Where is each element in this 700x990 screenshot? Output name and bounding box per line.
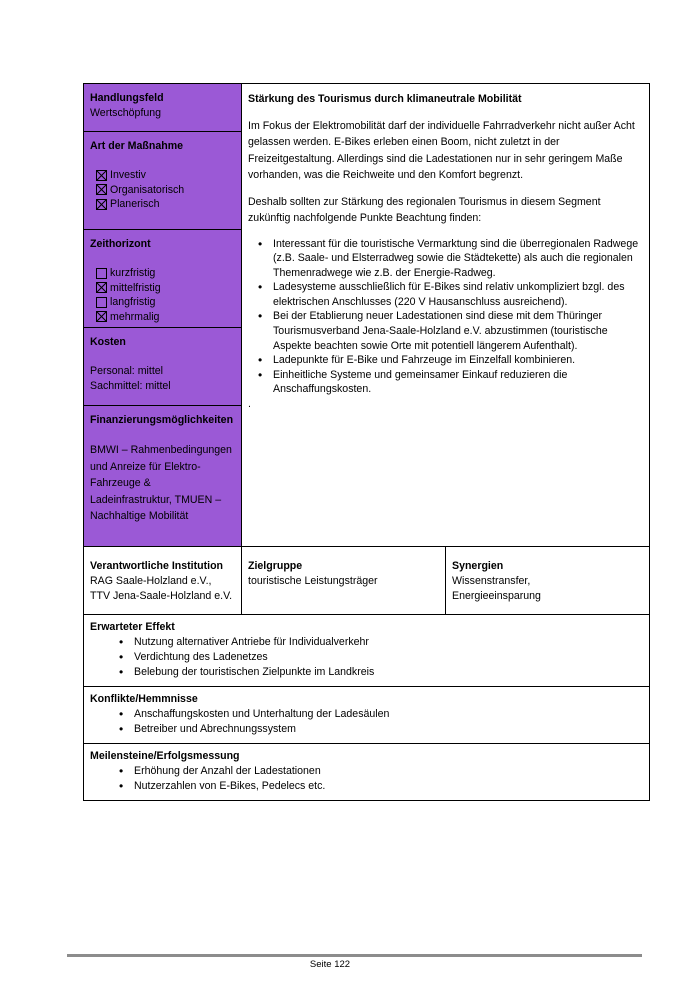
segment-paragraph: Deshalb sollten zur Stärkung des regionalen Tourismus in diesem Segment zukünftig nachfolgende Punkte Beachtung finden:	[248, 195, 601, 224]
konflikte-section	[84, 687, 649, 744]
konflikte-label: Konflikte/Hemmnisse	[90, 693, 198, 705]
checkbox-row-langfristig	[90, 295, 235, 310]
handlungsfeld-label: Handlungsfeld	[90, 92, 164, 104]
list-item: • Nutzung alternativer Antriebe für Individualverkehr	[90, 635, 643, 650]
zielgruppe-value: touristische Leistungsträger	[248, 575, 378, 587]
checkbox-label: mehrmalig	[110, 310, 160, 323]
checkbox-row-organisatorisch	[90, 183, 235, 198]
synergien-line: Wissenstransfer,	[452, 575, 531, 587]
zielgruppe-cell	[242, 547, 446, 614]
checkbox-label: langfristig	[110, 296, 156, 308]
checkbox-row-mehrmalig	[90, 310, 235, 325]
checkbox-organisatorisch[interactable]	[96, 184, 107, 195]
effekt-section	[84, 615, 649, 687]
meilensteine-label: Meilensteine/Erfolgsmessung	[90, 750, 240, 762]
finanzierung-label: Finanzierungsmöglichkeiten	[90, 414, 234, 426]
kosten-label: Kosten	[90, 336, 126, 348]
checkbox-kurzfristig[interactable]	[96, 268, 107, 279]
list-item: • Interessant für die touristische Vermarktung sind die überregionalen Radwege (z.B. Saale- und Elsterradweg sowie die Städtekette) als auch die regionalen Themenradwege wie z.B. der Energie-Radweg.	[248, 237, 641, 281]
list-item: • Nutzerzahlen von E-Bikes, Pedelecs etc.	[90, 779, 643, 794]
finanzierung-line: und Anreize für Elektro-	[90, 460, 201, 473]
finanzierung-line: BMWI – Rahmenbedingungen	[90, 444, 232, 456]
institution-label: Verantwortliche Institution	[90, 560, 224, 572]
handlungsfeld-value: Wertschöpfung	[90, 107, 162, 119]
list-item: • Ladepunkte für E-Bike und Fahrzeuge im Einzelfall kombinieren.	[248, 353, 641, 368]
top-section	[84, 84, 649, 547]
list-item: • Ladesysteme ausschließlich für E-Bikes sind relativ unkompliziert bzgl. des elektrischen Anschlusses (220 V Hausanschluss ausreichend).	[248, 280, 641, 309]
meilensteine-section	[84, 744, 649, 800]
kosten-personal: Personal: mittel	[90, 365, 164, 377]
responsibility-row	[84, 547, 649, 615]
finanzierung-line: Ladeinfrastruktur, TMUEN –	[90, 493, 222, 506]
finanzierung-block	[84, 406, 241, 546]
checkbox-mittelfristig[interactable]	[96, 282, 107, 293]
synergien-label: Synergien	[452, 560, 504, 572]
checkbox-langfristig[interactable]	[96, 297, 107, 308]
zeithorizont-block	[84, 230, 241, 328]
list-item: • Anschaffungskosten und Unterhaltung der Ladesäulen	[90, 707, 643, 722]
list-item: • Erhöhung der Anzahl der Ladestationen	[90, 764, 643, 779]
checkbox-investiv[interactable]	[96, 170, 107, 181]
measure-sheet	[83, 83, 650, 801]
effekt-label: Erwarteter Effekt	[90, 621, 175, 633]
zeithorizont-label: Zeithorizont	[90, 238, 151, 250]
kosten-sachmittel: Sachmittel: mittel	[90, 380, 171, 392]
checkbox-row-investiv	[90, 168, 235, 183]
list-item: • Belebung der touristischen Zielpunkte im Landkreis	[90, 665, 643, 680]
checkbox-mehrmalig[interactable]	[96, 311, 107, 322]
checkbox-planerisch[interactable]	[96, 199, 107, 210]
zielgruppe-label: Zielgruppe	[248, 560, 303, 572]
institution-line: TTV Jena-Saale-Holzland e.V.	[90, 590, 233, 602]
checkbox-label: kurzfristig	[110, 267, 156, 279]
list-item: • Verdichtung des Ladenetzes	[90, 650, 643, 665]
finanzierung-line: Nachhaltige Mobilität	[90, 510, 189, 522]
list-item: • Einheitliche Systeme und gemeinsamer Einkauf reduzieren die Anschaffungskosten.	[248, 368, 641, 397]
checkbox-label: Investiv	[110, 169, 146, 181]
institution-cell	[84, 547, 242, 614]
recommendation-list	[248, 237, 643, 398]
checkbox-row-planerisch	[90, 197, 235, 212]
list-item: • Betreiber und Abrechnungssystem	[90, 722, 643, 737]
info-column	[84, 84, 242, 546]
kosten-block	[84, 328, 241, 406]
intro-paragraph: Im Fokus der Elektromobilität darf der individuelle Fahrradverkehr nicht außer Acht gelassen werden. E-Bikes erleben einen Boom, nicht zuletzt in der Freizeitgestaltung. Allerdings sind die Ladestationen nur in sehr geringem Maße vorhanden, was die Reichweite und den Komfort begrenzt.	[248, 119, 635, 181]
list-item: • Bei der Etablierung neuer Ladestationen sind diese mit dem Thüringer Tourismusverband Jena-Saale-Holzland e.V. abzustimmen (touristische Aspekte beachten sowie Orte mit potentiell längerem Aufenthalt).	[248, 309, 641, 353]
synergien-line: Energieeinsparung	[452, 590, 541, 602]
massnahme-block	[84, 132, 241, 230]
finanzierung-line: Fahrzeuge &	[90, 477, 151, 489]
checkbox-label: Organisatorisch	[110, 183, 185, 196]
checkbox-label: Planerisch	[110, 198, 160, 210]
massnahme-label: Art der Maßnahme	[90, 140, 184, 152]
synergien-cell	[446, 547, 649, 614]
trailing-dot: .	[248, 398, 251, 411]
checkbox-row-kurzfristig	[90, 266, 235, 281]
institution-line: RAG Saale-Holzland e.V.,	[90, 575, 212, 587]
footer-divider	[67, 954, 642, 957]
checkbox-row-mittelfristig	[90, 281, 235, 296]
checkbox-label: mittelfristig	[110, 281, 161, 294]
measure-title: Stärkung des Tourismus durch klimaneutrale Mobilität	[248, 93, 522, 105]
page-number: Seite 122	[309, 959, 351, 970]
description-column	[242, 84, 649, 546]
handlungsfeld-block	[84, 84, 241, 132]
